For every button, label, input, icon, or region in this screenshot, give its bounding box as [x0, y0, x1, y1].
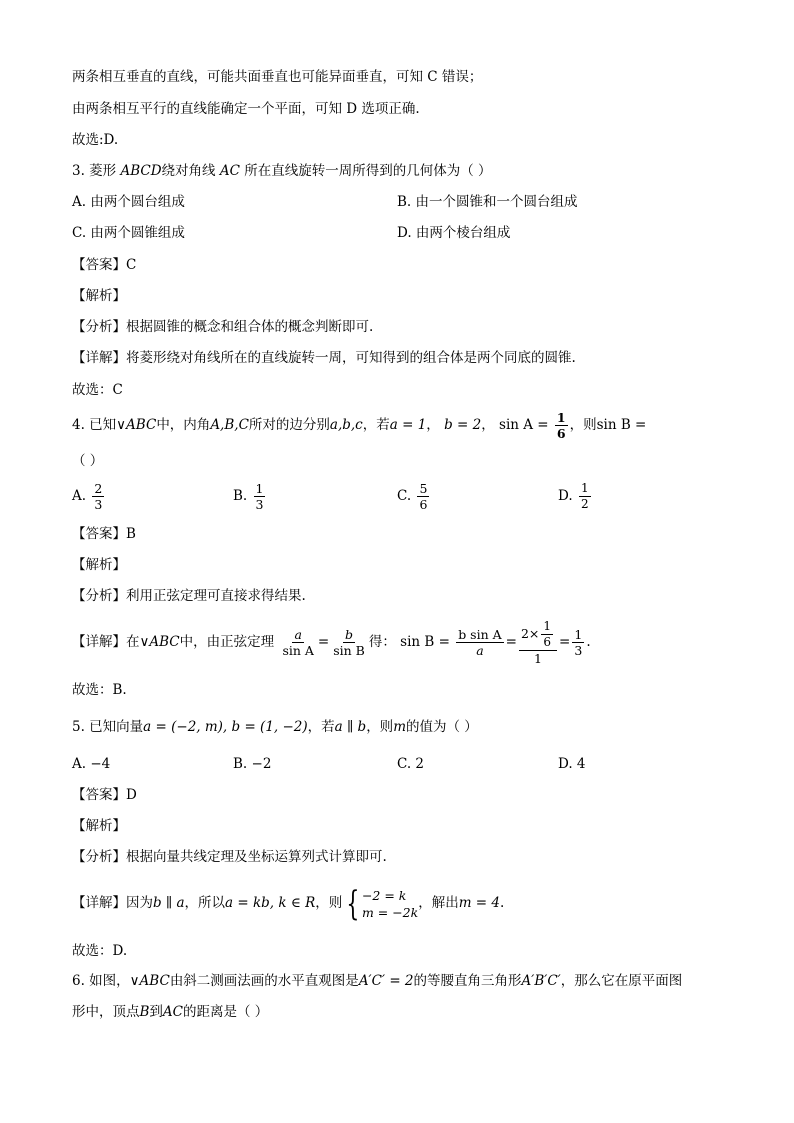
q5-stem-c: ，则 — [366, 719, 394, 735]
q6-stem-c: 的等腰直角三角形 — [413, 973, 522, 989]
q5-jiexi: 【解析】 — [72, 818, 126, 834]
q6-triangle: ∨ABC — [129, 973, 170, 989]
q4-law-n1: a — [294, 627, 302, 642]
q4-triangle: ∨ABC — [116, 417, 157, 433]
q4-option-a-den: 3 — [94, 497, 103, 512]
intro-line-1: 两条相互垂直的直线，可能共面垂直也可能异面垂直，可知 C 错误； — [72, 69, 483, 85]
q4-frac-den: 6 — [556, 426, 566, 441]
q4-law-n2: b — [345, 627, 354, 642]
q5-brace: { — [346, 883, 360, 924]
q4-a-eq: a = 1 — [389, 417, 427, 433]
q4-sep: ， — [426, 417, 440, 433]
q3-option-d: D. 由两个棱台组成 — [397, 225, 511, 241]
q5-xiangjie — [72, 880, 504, 926]
q4-res-n2a: 2× — [520, 626, 540, 641]
q4-answer: 【答案】B — [72, 526, 136, 542]
q6-stem-b: 由斜二测画法画的水平直观图是 — [169, 973, 359, 989]
q4-res-n2-inner-frac — [541, 619, 553, 650]
q5-sys-1: −2 = k — [361, 887, 407, 903]
q5-xj-parallel: b ∥ a — [153, 895, 185, 911]
q3-rhombus: ABCD — [120, 163, 162, 179]
q5-xj-d: ，解出 — [418, 895, 459, 911]
q3-option-b: B. 由一个圆锥和一个圆台组成 — [397, 194, 578, 210]
q4-stem-d: ，若 — [362, 417, 390, 433]
q5-fenxi: 【分析】根据向量共线定理及坐标运算列式计算即可. — [72, 849, 387, 865]
q5-stem-a: 5. 已知向量 — [72, 719, 144, 735]
q4-option-c-frac — [417, 481, 429, 512]
q4-fenxi: 【分析】利用正弦定理可直接求得结果. — [72, 588, 306, 604]
q6-line2-c: 的距离是（ ） — [183, 1004, 269, 1020]
q6-stem — [72, 972, 682, 990]
q5-option-d: D. 4 — [558, 756, 586, 772]
q5-system — [362, 887, 418, 921]
q4-option-d-den: 2 — [580, 497, 589, 511]
q4-xj-a: 【详解】在 — [72, 634, 140, 650]
q6-ac: A′C′ = 2 — [358, 973, 414, 989]
q4-option-a-num: 2 — [94, 481, 103, 496]
q4-option-c — [397, 478, 431, 514]
q4-option-c-label: C. — [397, 488, 412, 504]
q3-stem — [72, 162, 492, 180]
q4-res-d2: 1 — [534, 651, 542, 666]
intro-line-2: 由两条相互平行的直线能确定一个平面，可知 D 选项正确. — [72, 101, 420, 117]
q6-ac2: AC — [162, 1004, 184, 1020]
q4-sinA: sin A = — [499, 417, 549, 433]
q5-xj-b: ，所以 — [184, 895, 226, 911]
q4-choose: 故选：B. — [72, 682, 127, 698]
q5-vectors: a = (−2, m), b = (1, −2) — [143, 719, 308, 735]
q3-fenxi: 【分析】根据圆锥的概念和组合体的概念判断即可. — [72, 319, 374, 335]
q4-res-n1: b sin A — [458, 627, 502, 642]
q6-vertex-b: B — [139, 1004, 150, 1020]
q3-stem-c: 绕对角线 — [161, 163, 216, 179]
q5-xj-m: m = 4 — [458, 895, 501, 911]
q4-res-n2 — [519, 619, 557, 651]
q4-option-a-frac — [92, 481, 104, 512]
q4-option-b-num: 1 — [255, 481, 264, 496]
q4-res-n2f-num: 1 — [543, 619, 552, 633]
q4-option-a-label: A. — [72, 488, 87, 504]
q4-option-b-label: B. — [233, 488, 248, 504]
q4-res-lhs: sin B = — [400, 634, 450, 650]
q4-option-d-label: D. — [558, 488, 573, 504]
q4-paren: （ ） — [72, 453, 104, 469]
q5-choose: 故选：D. — [72, 943, 128, 959]
q4-law-eq: = — [317, 634, 330, 650]
q4-res-d1: a — [476, 643, 484, 658]
q6-stem-d: ，那么它在原平面图 — [560, 973, 683, 989]
intro-line-3: 故选:D. — [72, 132, 119, 148]
q4-res-eq2: = — [559, 634, 571, 650]
q3-choose: 故选：C — [72, 382, 123, 398]
q3-stem-a: 3. 菱形 — [72, 163, 117, 179]
q5-stem — [72, 718, 478, 736]
q5-option-a: A. −4 — [72, 756, 111, 772]
q4-stem-b: 中，内角 — [156, 417, 211, 433]
q4-stem — [72, 410, 646, 441]
q5-option-c: C. 2 — [397, 756, 425, 772]
q3-jiexi: 【解析】 — [72, 288, 126, 304]
q4-res-end: . — [586, 634, 591, 650]
q4-res-n2f-den: 6 — [543, 635, 552, 649]
q4-sides: a,b,c — [329, 417, 363, 433]
q4-res-frac-3 — [572, 627, 584, 658]
q6-triangle-2: A′B′C′ — [521, 973, 561, 989]
q3-option-c: C. 由两个圆锥组成 — [72, 225, 185, 241]
q6-stem-line-2 — [72, 1003, 268, 1021]
q4-res-frac-2 — [519, 619, 557, 666]
q4-xj-triangle: ∨ABC — [139, 634, 180, 650]
q3-option-a: A. 由两个圆台组成 — [72, 194, 185, 210]
q4-res-n3: 1 — [574, 627, 583, 642]
q6-line2-b: 到 — [149, 1004, 163, 1020]
q5-xj-a: 【详解】因为 — [72, 895, 153, 911]
q4-option-b-frac — [254, 481, 266, 512]
q6-stem-a: 6. 如图， — [72, 973, 130, 989]
q4-law-d1: sin A — [282, 643, 314, 658]
q6-line2-a: 形中，顶点 — [72, 1004, 140, 1020]
q4-option-b — [233, 478, 267, 514]
q3-xiangjie: 【详解】将菱形绕对角线所在的直线旋转一周，可知得到的组合体是两个同底的圆锥. — [72, 350, 576, 366]
q4-b-eq: b = 2 — [444, 417, 482, 433]
q4-sep2: ， — [481, 417, 495, 433]
q4-option-a — [72, 478, 106, 514]
q4-option-b-den: 3 — [255, 497, 264, 512]
q4-law-frac-2 — [331, 627, 367, 658]
q5-sys-2: m = −2k — [361, 904, 419, 920]
q4-xiangjie — [72, 614, 591, 670]
q5-m: m — [393, 719, 406, 735]
q4-stem-a: 4. 已知 — [72, 417, 117, 433]
q4-res-frac-1 — [456, 627, 503, 658]
q4-jiexi: 【解析】 — [72, 557, 126, 573]
q4-stem-c: 所对的边分别 — [248, 417, 330, 433]
q5-xj-e: . — [500, 895, 505, 911]
q4-option-d — [558, 478, 593, 514]
q5-stem-d: 的值为（ ） — [406, 719, 478, 735]
q3-answer: 【答案】C — [72, 257, 137, 273]
q5-answer: 【答案】D — [72, 787, 137, 803]
q5-parallel: a ∥ b — [334, 719, 367, 735]
q4-sinA-frac — [555, 410, 568, 441]
q4-xj-c: 得： — [368, 634, 396, 650]
q4-sinB: sin B = — [596, 417, 647, 433]
q5-xj-c: ，则 — [315, 895, 343, 911]
q5-xj-eq: a = kb, k ∈ R — [225, 895, 316, 911]
q5-option-b: B. −2 — [233, 756, 272, 772]
q4-res-eq1: = — [505, 634, 517, 650]
q4-option-c-den: 6 — [419, 497, 428, 512]
q4-xj-b: 中，由正弦定理 — [179, 634, 275, 650]
q4-option-c-num: 5 — [419, 481, 428, 496]
q3-diagonal: AC — [219, 163, 240, 179]
q5-stem-b: ，若 — [307, 719, 335, 735]
q4-stem-e: ，则 — [569, 417, 597, 433]
q4-option-d-num: 1 — [580, 481, 589, 495]
q4-angles: A,B,C — [210, 417, 249, 433]
q4-res-d3: 3 — [574, 643, 583, 658]
q4-law-d2: sin B — [333, 643, 365, 658]
q4-option-d-frac — [579, 481, 591, 512]
q3-stem-e: 所在直线旋转一周所得到的几何体为（ ） — [244, 163, 492, 179]
q4-frac-num: 1 — [556, 410, 566, 425]
q4-law-frac-1 — [280, 627, 315, 658]
